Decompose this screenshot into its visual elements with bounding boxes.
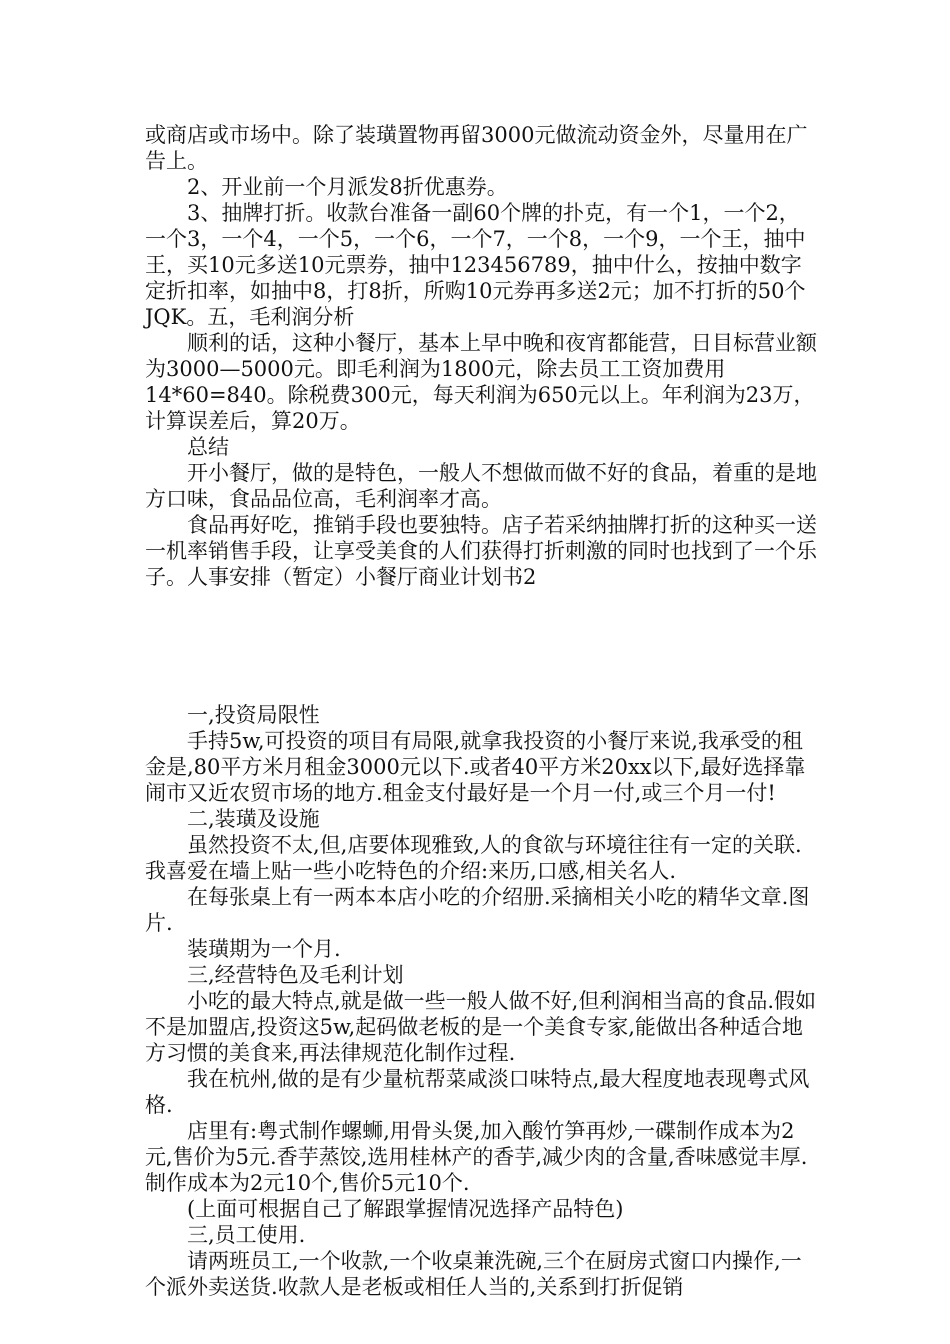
paragraph: 手持5w,可投资的项目有局限,就拿我投资的小餐厅来说,我承受的租金是,80平方米月租金3000元以下.或者40平方米20xx以下,最好选择靠闹市又近农贸市场的地方.租金支付最好是一个月一付,或三个月一付!: [145, 729, 806, 805]
paragraph: 在每张桌上有一两本本店小吃的介绍册.采摘相关小吃的精华文章.图片.: [145, 885, 810, 935]
paragraph: 开小餐厅，做的是特色，一般人不想做而做不好的食品，着重的是地方口味，食品品位高，毛利润率才高。: [145, 461, 817, 511]
paragraph: 我在杭州,做的是有少量杭帮菜咸淡口味特点,最大程度地表现粤式风格.: [145, 1067, 810, 1117]
paragraph: 三,员工使用.: [187, 1223, 306, 1247]
paragraph: (上面可根据自己了解跟掌握情况选择产品特色): [187, 1197, 624, 1221]
paragraph: 店里有:粤式制作螺蛳,用骨头煲,加入酸竹笋再炒,一碟制作成本为2元,售价为5元.香芋蒸饺,选用桂林产的香芋,减少肉的含量,香味感觉丰厚.制作成本为2元10个,售价5元10个.: [145, 1119, 808, 1195]
paragraph: 食品再好吃，推销手段也要独特。店子若采纳抽牌打折的这种买一送一机率销售手段，让享受美食的人们获得打折刺激的同时也找到了一个乐子。人事安排（暂定）小餐厅商业计划书2: [145, 513, 817, 589]
paragraph: 请两班员工,一个收款,一个收桌兼洗碗,三个在厨房式窗口内操作,一个派外卖送货.收款人是老板或相任人当的,关系到打折促销: [145, 1249, 802, 1299]
section-2: [145, 702, 817, 1300]
paragraph: 3、抽牌打折。收款台准备一副60个牌的扑克，有一个1，一个2，一个3，一个4，一个5，一个6，一个7，一个8，一个9，一个王，抽中王，买10元多送10元票券，抽中123456789，抽中什么，按抽中数字定折扣率，如抽中8，打8折，所购10元券再多送2元；加不打折的50个JQK。五，毛利润分析: [145, 201, 806, 329]
paragraph: 或商店或市场中。除了装璜置物再留3000元做流动资金外，尽量用在广告上。: [145, 123, 808, 173]
paragraph: 小吃的最大特点,就是做一些一般人做不好,但利润相当高的食品.假如不是加盟店,投资这5w,起码做老板的是一个美食专家,能做出各种适合地方习惯的美食来,再法律规范化制作过程.: [145, 989, 817, 1065]
paragraph: 一,投资局限性: [187, 703, 320, 727]
paragraph: 顺利的话，这种小餐厅，基本上早中晚和夜宵都能营，日目标营业额为3000—5000元。即毛利润为1800元，除去员工工资加费用14*60=840。除税费300元，每天利润为650元以上。年利润为23万，计算误差后，算20万。: [145, 331, 817, 433]
paragraph: 总结: [187, 435, 229, 459]
paragraph: 装璜期为一个月.: [187, 937, 341, 961]
paragraph: 二,装璜及设施: [187, 807, 320, 831]
paragraph: 三,经营特色及毛利计划: [187, 963, 404, 987]
document-page: [145, 122, 817, 1300]
section-1: [145, 122, 817, 590]
section-gap: [145, 590, 817, 702]
paragraph: 虽然投资不太,但,店要体现雅致,人的食欲与环境往往有一定的关联. 我喜爱在墙上贴一些小吃特色的介绍:来历,口感,相关名人.: [145, 833, 802, 883]
paragraph: 2、开业前一个月派发8折优惠券。: [187, 175, 508, 199]
